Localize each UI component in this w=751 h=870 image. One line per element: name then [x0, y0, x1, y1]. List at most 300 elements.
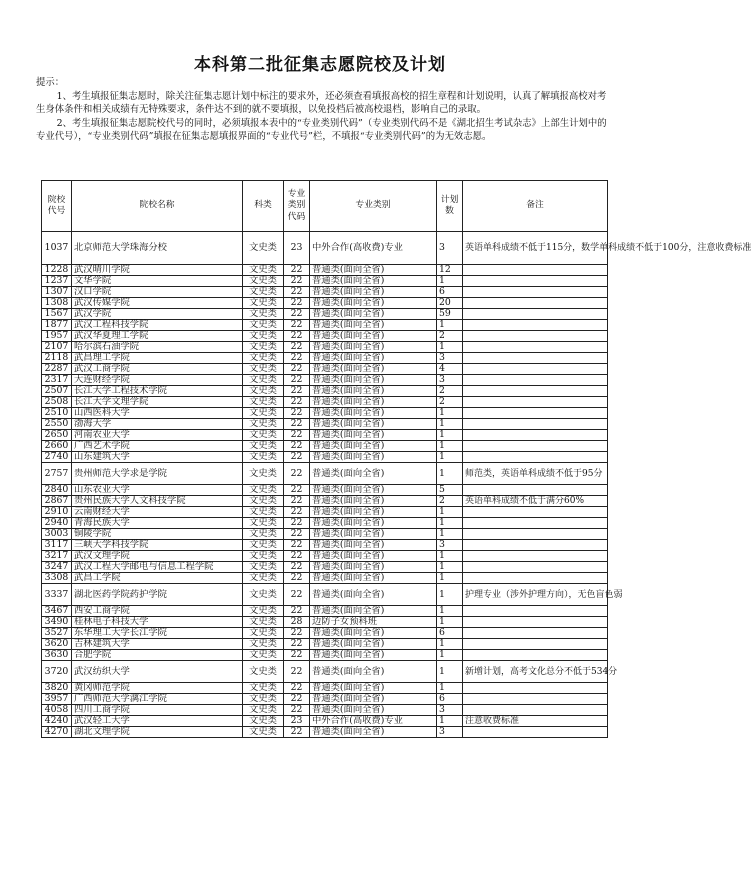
school-name-cell: 武汉工程大学邮电与信息工程学院 [72, 562, 243, 573]
major-code-cell: 22 [284, 441, 310, 452]
table-row [42, 562, 608, 573]
school-name-cell: 黄冈师范学院 [72, 683, 243, 694]
major-code-cell: 22 [284, 540, 310, 551]
plan-count-cell: 1 [437, 441, 463, 452]
major-cell: 普通类(面向全省) [310, 364, 437, 375]
school-name-cell: 桂林电子科技大学 [72, 617, 243, 628]
plan-count-cell: 2 [437, 386, 463, 397]
subject-cell: 文史类 [243, 573, 284, 584]
subject-cell: 文史类 [243, 540, 284, 551]
major-code-cell: 22 [284, 419, 310, 430]
subject-cell: 文史类 [243, 287, 284, 298]
table-row [42, 375, 608, 386]
major-cell: 普通类(面向全省) [310, 309, 437, 320]
plan-count-cell: 2 [437, 496, 463, 507]
school-name-cell: 北京师范大学珠海分校 [72, 232, 243, 265]
plan-table [41, 180, 751, 738]
major-cell: 普通类(面向全省) [310, 650, 437, 661]
school-code-cell: 2507 [42, 386, 72, 397]
plan-count-cell: 3 [437, 353, 463, 364]
major-code-cell: 23 [284, 232, 310, 265]
school-code-cell: 2508 [42, 397, 72, 408]
subject-cell: 文史类 [243, 650, 284, 661]
table-row [42, 584, 608, 606]
major-code-cell: 22 [284, 331, 310, 342]
major-code-cell: 22 [284, 309, 310, 320]
table-row [42, 705, 608, 716]
major-cell: 普通类(面向全省) [310, 375, 437, 386]
table-row [42, 507, 608, 518]
table-row [42, 430, 608, 441]
school-name-cell: 东华理工大学长江学院 [72, 628, 243, 639]
subject-cell: 文史类 [243, 276, 284, 287]
subject-cell: 文史类 [243, 661, 284, 683]
major-cell: 普通类(面向全省) [310, 430, 437, 441]
school-code-cell: 2550 [42, 419, 72, 430]
plan-count-cell: 1 [437, 551, 463, 562]
major-cell: 普通类(面向全省) [310, 727, 437, 738]
note-cell [463, 727, 608, 738]
note-cell [463, 639, 608, 650]
subject-cell: 文史类 [243, 694, 284, 705]
school-code-cell: 3820 [42, 683, 72, 694]
table-row [42, 727, 608, 738]
school-code-cell: 3217 [42, 551, 72, 562]
major-cell: 普通类(面向全省) [310, 606, 437, 617]
plan-count-cell: 5 [437, 485, 463, 496]
subject-cell: 文史类 [243, 408, 284, 419]
major-cell: 普通类(面向全省) [310, 397, 437, 408]
subject-cell: 文史类 [243, 617, 284, 628]
tips-section [36, 76, 610, 144]
table-row [42, 694, 608, 705]
table-row [42, 606, 608, 617]
school-code-cell: 2118 [42, 353, 72, 364]
major-cell: 普通类(面向全省) [310, 694, 437, 705]
major-code-cell: 22 [284, 650, 310, 661]
plan-count-cell: 1 [437, 419, 463, 430]
subject-cell: 文史类 [243, 518, 284, 529]
plan-count-cell: 6 [437, 694, 463, 705]
note-cell [463, 617, 608, 628]
school-name-cell: 铜陵学院 [72, 529, 243, 540]
note-cell [463, 397, 608, 408]
major-cell: 普通类(面向全省) [310, 320, 437, 331]
table-row [42, 287, 608, 298]
major-code-cell: 22 [284, 694, 310, 705]
note-cell [463, 683, 608, 694]
plan-count-cell: 1 [437, 342, 463, 353]
table-row [42, 463, 608, 485]
note-cell [463, 485, 608, 496]
table-row [42, 540, 608, 551]
subject-cell: 文史类 [243, 628, 284, 639]
subject-cell: 文史类 [243, 639, 284, 650]
school-code-cell: 2650 [42, 430, 72, 441]
school-code-cell: 3527 [42, 628, 72, 639]
plan-count-cell: 1 [437, 562, 463, 573]
school-code-cell: 3467 [42, 606, 72, 617]
major-cell: 普通类(面向全省) [310, 265, 437, 276]
subject-cell: 文史类 [243, 529, 284, 540]
school-name-cell: 武汉晴川学院 [72, 265, 243, 276]
note-cell [463, 562, 608, 573]
note-cell [463, 518, 608, 529]
table-row [42, 386, 608, 397]
plan-table-body [42, 232, 751, 738]
school-code-cell: 3720 [42, 661, 72, 683]
major-cell: 普通类(面向全省) [310, 540, 437, 551]
school-name-cell: 武汉学院 [72, 309, 243, 320]
table-row [42, 441, 608, 452]
major-code-cell: 22 [284, 727, 310, 738]
table-row [42, 320, 608, 331]
note-cell [463, 551, 608, 562]
plan-count-cell: 1 [437, 584, 463, 606]
major-code-cell: 22 [284, 529, 310, 540]
school-code-cell: 2660 [42, 441, 72, 452]
major-cell: 普通类(面向全省) [310, 705, 437, 716]
major-cell: 普通类(面向全省) [310, 551, 437, 562]
school-name-cell: 武昌工学院 [72, 573, 243, 584]
plan-count-cell: 2 [437, 331, 463, 342]
school-name-cell: 西安工商学院 [72, 606, 243, 617]
school-code-cell: 2740 [42, 452, 72, 463]
note-cell [463, 573, 608, 584]
note-cell [463, 364, 608, 375]
major-code-cell: 22 [284, 551, 310, 562]
major-code-cell: 22 [284, 276, 310, 287]
major-code-cell: 22 [284, 397, 310, 408]
major-cell: 普通类(面向全省) [310, 441, 437, 452]
subject-cell: 文史类 [243, 485, 284, 496]
plan-count-cell: 1 [437, 320, 463, 331]
plan-count-cell: 4 [437, 364, 463, 375]
major-cell: 普通类(面向全省) [310, 529, 437, 540]
school-code-cell: 4270 [42, 727, 72, 738]
school-name-cell: 广西师范大学漓江学院 [72, 694, 243, 705]
table-row [42, 331, 608, 342]
school-name-cell: 广西艺术学院 [72, 441, 243, 452]
table-row [42, 342, 608, 353]
note-cell [463, 441, 608, 452]
major-cell: 普通类(面向全省) [310, 485, 437, 496]
school-code-cell: 1957 [42, 331, 72, 342]
table-row [42, 276, 608, 287]
school-code-cell: 3620 [42, 639, 72, 650]
subject-cell: 文史类 [243, 551, 284, 562]
major-cell: 普通类(面向全省) [310, 463, 437, 485]
note-cell: 注意收费标准 [463, 716, 608, 727]
note-cell [463, 694, 608, 705]
header-code: 院校代号 [42, 181, 72, 232]
school-name-cell: 汉口学院 [72, 287, 243, 298]
major-cell: 普通类(面向全省) [310, 353, 437, 364]
plan-count-cell: 1 [437, 463, 463, 485]
table-header-row [42, 181, 608, 232]
school-code-cell: 1228 [42, 265, 72, 276]
note-cell [463, 331, 608, 342]
subject-cell: 文史类 [243, 298, 284, 309]
school-name-cell: 山东建筑大学 [72, 452, 243, 463]
table-row [42, 628, 608, 639]
major-code-cell: 22 [284, 606, 310, 617]
table-row [42, 452, 608, 463]
subject-cell: 文史类 [243, 342, 284, 353]
school-name-cell: 武汉传媒学院 [72, 298, 243, 309]
note-cell [463, 375, 608, 386]
major-cell: 边防子女预科班 [310, 617, 437, 628]
subject-cell: 文史类 [243, 375, 284, 386]
school-name-cell: 文华学院 [72, 276, 243, 287]
note-cell [463, 342, 608, 353]
major-code-cell: 22 [284, 463, 310, 485]
school-name-cell: 山西医科大学 [72, 408, 243, 419]
subject-cell: 文史类 [243, 320, 284, 331]
plan-count-cell: 1 [437, 650, 463, 661]
school-name-cell: 三峡大学科技学院 [72, 540, 243, 551]
major-code-cell: 22 [284, 452, 310, 463]
plan-count-cell: 1 [437, 452, 463, 463]
page-title: 本科第二批征集志愿院校及计划 [194, 55, 446, 75]
table-row [42, 661, 608, 683]
table-row [42, 518, 608, 529]
plan-count-cell: 2 [437, 397, 463, 408]
table-row [42, 650, 608, 661]
major-code-cell: 22 [284, 584, 310, 606]
major-cell: 普通类(面向全省) [310, 562, 437, 573]
plan-count-cell: 1 [437, 408, 463, 419]
major-cell: 普通类(面向全省) [310, 496, 437, 507]
school-name-cell: 武汉工程科技学院 [72, 320, 243, 331]
major-code-cell: 22 [284, 342, 310, 353]
major-code-cell: 22 [284, 408, 310, 419]
school-code-cell: 3003 [42, 529, 72, 540]
major-code-cell: 22 [284, 639, 310, 650]
plan-count-cell: 1 [437, 430, 463, 441]
school-name-cell: 武昌理工学院 [72, 353, 243, 364]
note-cell [463, 529, 608, 540]
table-row [42, 232, 608, 265]
subject-cell: 文史类 [243, 496, 284, 507]
note-cell: 护理专业（涉外护理方向），无色盲色弱 [463, 584, 608, 606]
school-name-cell: 河南农业大学 [72, 430, 243, 441]
major-cell: 中外合作(高收费)专业 [310, 232, 437, 265]
subject-cell: 文史类 [243, 331, 284, 342]
major-cell: 普通类(面向全省) [310, 573, 437, 584]
note-cell [463, 540, 608, 551]
school-code-cell: 1237 [42, 276, 72, 287]
subject-cell: 文史类 [243, 397, 284, 408]
subject-cell: 文史类 [243, 562, 284, 573]
subject-cell: 文史类 [243, 683, 284, 694]
table-row [42, 573, 608, 584]
table-row [42, 683, 608, 694]
major-code-cell: 22 [284, 375, 310, 386]
school-code-cell: 3247 [42, 562, 72, 573]
subject-cell: 文史类 [243, 265, 284, 276]
subject-cell: 文史类 [243, 716, 284, 727]
note-cell [463, 298, 608, 309]
table-row [42, 617, 608, 628]
subject-cell: 文史类 [243, 353, 284, 364]
major-cell: 普通类(面向全省) [310, 386, 437, 397]
school-name-cell: 武汉华夏理工学院 [72, 331, 243, 342]
major-code-cell: 22 [284, 518, 310, 529]
school-code-cell: 1037 [42, 232, 72, 265]
school-name-cell: 湖北文理学院 [72, 727, 243, 738]
school-name-cell: 吉林建筑大学 [72, 639, 243, 650]
note-cell: 英语单科成绩不低于115分，数学单科成绩不低于100分，注意收费标准 [463, 232, 608, 265]
header-major-code: 专业类别代码 [284, 181, 310, 232]
note-cell [463, 287, 608, 298]
note-cell [463, 353, 608, 364]
school-name-cell: 合肥学院 [72, 650, 243, 661]
major-cell: 普通类(面向全省) [310, 507, 437, 518]
table-row [42, 529, 608, 540]
note-cell [463, 705, 608, 716]
school-name-cell: 青海民族大学 [72, 518, 243, 529]
school-code-cell: 1567 [42, 309, 72, 320]
school-name-cell: 贵州师范大学求是学院 [72, 463, 243, 485]
subject-cell: 文史类 [243, 232, 284, 265]
major-code-cell: 22 [284, 386, 310, 397]
subject-cell: 文史类 [243, 463, 284, 485]
note-cell [463, 309, 608, 320]
header-note: 备注 [463, 181, 608, 232]
major-cell: 普通类(面向全省) [310, 584, 437, 606]
major-cell: 普通类(面向全省) [310, 287, 437, 298]
note-cell [463, 265, 608, 276]
plan-count-cell: 1 [437, 639, 463, 650]
subject-cell: 文史类 [243, 441, 284, 452]
subject-cell: 文史类 [243, 309, 284, 320]
school-name-cell: 武汉轻工大学 [72, 716, 243, 727]
school-code-cell: 3957 [42, 694, 72, 705]
plan-count-cell: 6 [437, 287, 463, 298]
school-name-cell: 渤海大学 [72, 419, 243, 430]
school-name-cell: 长江大学文理学院 [72, 397, 243, 408]
header-name: 院校名称 [72, 181, 243, 232]
table-row [42, 265, 608, 276]
note-cell [463, 650, 608, 661]
note-cell [463, 419, 608, 430]
subject-cell: 文史类 [243, 452, 284, 463]
header-major: 专业类别 [310, 181, 437, 232]
table-row [42, 408, 608, 419]
subject-cell: 文史类 [243, 584, 284, 606]
school-name-cell: 山东农业大学 [72, 485, 243, 496]
major-cell: 普通类(面向全省) [310, 683, 437, 694]
subject-cell: 文史类 [243, 606, 284, 617]
major-code-cell: 22 [284, 430, 310, 441]
major-code-cell: 22 [284, 287, 310, 298]
major-code-cell: 28 [284, 617, 310, 628]
school-name-cell: 长江大学工程技术学院 [72, 386, 243, 397]
plan-count-cell: 1 [437, 606, 463, 617]
school-code-cell: 2510 [42, 408, 72, 419]
table-row [42, 496, 608, 507]
table-row [42, 309, 608, 320]
school-name-cell: 贵州民族大学人文科技学院 [72, 496, 243, 507]
plan-count-cell: 3 [437, 540, 463, 551]
major-code-cell: 22 [284, 562, 310, 573]
plan-count-cell: 1 [437, 276, 463, 287]
major-code-cell: 22 [284, 628, 310, 639]
major-code-cell: 22 [284, 485, 310, 496]
plan-count-cell: 59 [437, 309, 463, 320]
tip-paragraph-1: 1、考生填报征集志愿时，除关注征集志愿计划中标注的要求外，还必须查看填报高校的招生章程和计划说明，认真了解填报高校对考生身体条件和相关成绩有无特殊要求，条件达不到的就不要填报，以免投档后被高校退档，影响自己的录取。 [36, 90, 607, 116]
major-code-cell: 22 [284, 573, 310, 584]
plan-count-cell: 1 [437, 507, 463, 518]
plan-count-cell: 3 [437, 727, 463, 738]
school-code-cell: 2910 [42, 507, 72, 518]
major-cell: 中外合作(高收费)专业 [310, 716, 437, 727]
school-name-cell: 湖北医药学院药护学院 [72, 584, 243, 606]
plan-count-cell: 12 [437, 265, 463, 276]
school-code-cell: 2317 [42, 375, 72, 386]
major-cell: 普通类(面向全省) [310, 342, 437, 353]
school-code-cell: 1877 [42, 320, 72, 331]
table-row [42, 298, 608, 309]
school-code-cell: 2867 [42, 496, 72, 507]
note-cell: 英语单科成绩不低于满分60% [463, 496, 608, 507]
plan-count-cell: 1 [437, 518, 463, 529]
school-name-cell: 大连财经学院 [72, 375, 243, 386]
school-code-cell: 2940 [42, 518, 72, 529]
subject-cell: 文史类 [243, 386, 284, 397]
subject-cell: 文史类 [243, 705, 284, 716]
header-subject: 科类 [243, 181, 284, 232]
subject-cell: 文史类 [243, 727, 284, 738]
plan-count-cell: 3 [437, 232, 463, 265]
school-name-cell: 四川工商学院 [72, 705, 243, 716]
major-cell: 普通类(面向全省) [310, 419, 437, 430]
major-code-cell: 23 [284, 716, 310, 727]
major-code-cell: 22 [284, 661, 310, 683]
school-code-cell: 4058 [42, 705, 72, 716]
note-cell [463, 452, 608, 463]
school-code-cell: 3630 [42, 650, 72, 661]
school-code-cell: 2287 [42, 364, 72, 375]
note-cell: 新增计划，高考文化总分不低于534分 [463, 661, 608, 683]
table-row [42, 353, 608, 364]
major-code-cell: 22 [284, 705, 310, 716]
major-code-cell: 22 [284, 353, 310, 364]
header-count: 计划数 [437, 181, 463, 232]
plan-count-cell: 1 [437, 617, 463, 628]
school-code-cell: 4240 [42, 716, 72, 727]
plan-count-cell: 1 [437, 529, 463, 540]
table-row [42, 364, 608, 375]
subject-cell: 文史类 [243, 364, 284, 375]
note-cell [463, 507, 608, 518]
note-cell [463, 430, 608, 441]
major-code-cell: 22 [284, 496, 310, 507]
major-cell: 普通类(面向全省) [310, 298, 437, 309]
table-row [42, 639, 608, 650]
school-code-cell: 1308 [42, 298, 72, 309]
note-cell [463, 628, 608, 639]
major-code-cell: 22 [284, 364, 310, 375]
plan-count-cell: 20 [437, 298, 463, 309]
major-code-cell: 22 [284, 298, 310, 309]
table-row [42, 485, 608, 496]
plan-count-cell: 3 [437, 375, 463, 386]
tip-paragraph-2: 2、考生填报征集志愿院校代号的同时，必须填报本表中的“专业类别代码”（专业类别代码不是《湖北招生考试杂志》上部生计划中的专业代号），“专业类别代码”填报在征集志愿填报界面的“专业代号”栏，不填报“专业类别代码”的为无效志愿。 [36, 117, 607, 143]
tips-heading: 提示： [36, 77, 65, 88]
major-cell: 普通类(面向全省) [310, 518, 437, 529]
